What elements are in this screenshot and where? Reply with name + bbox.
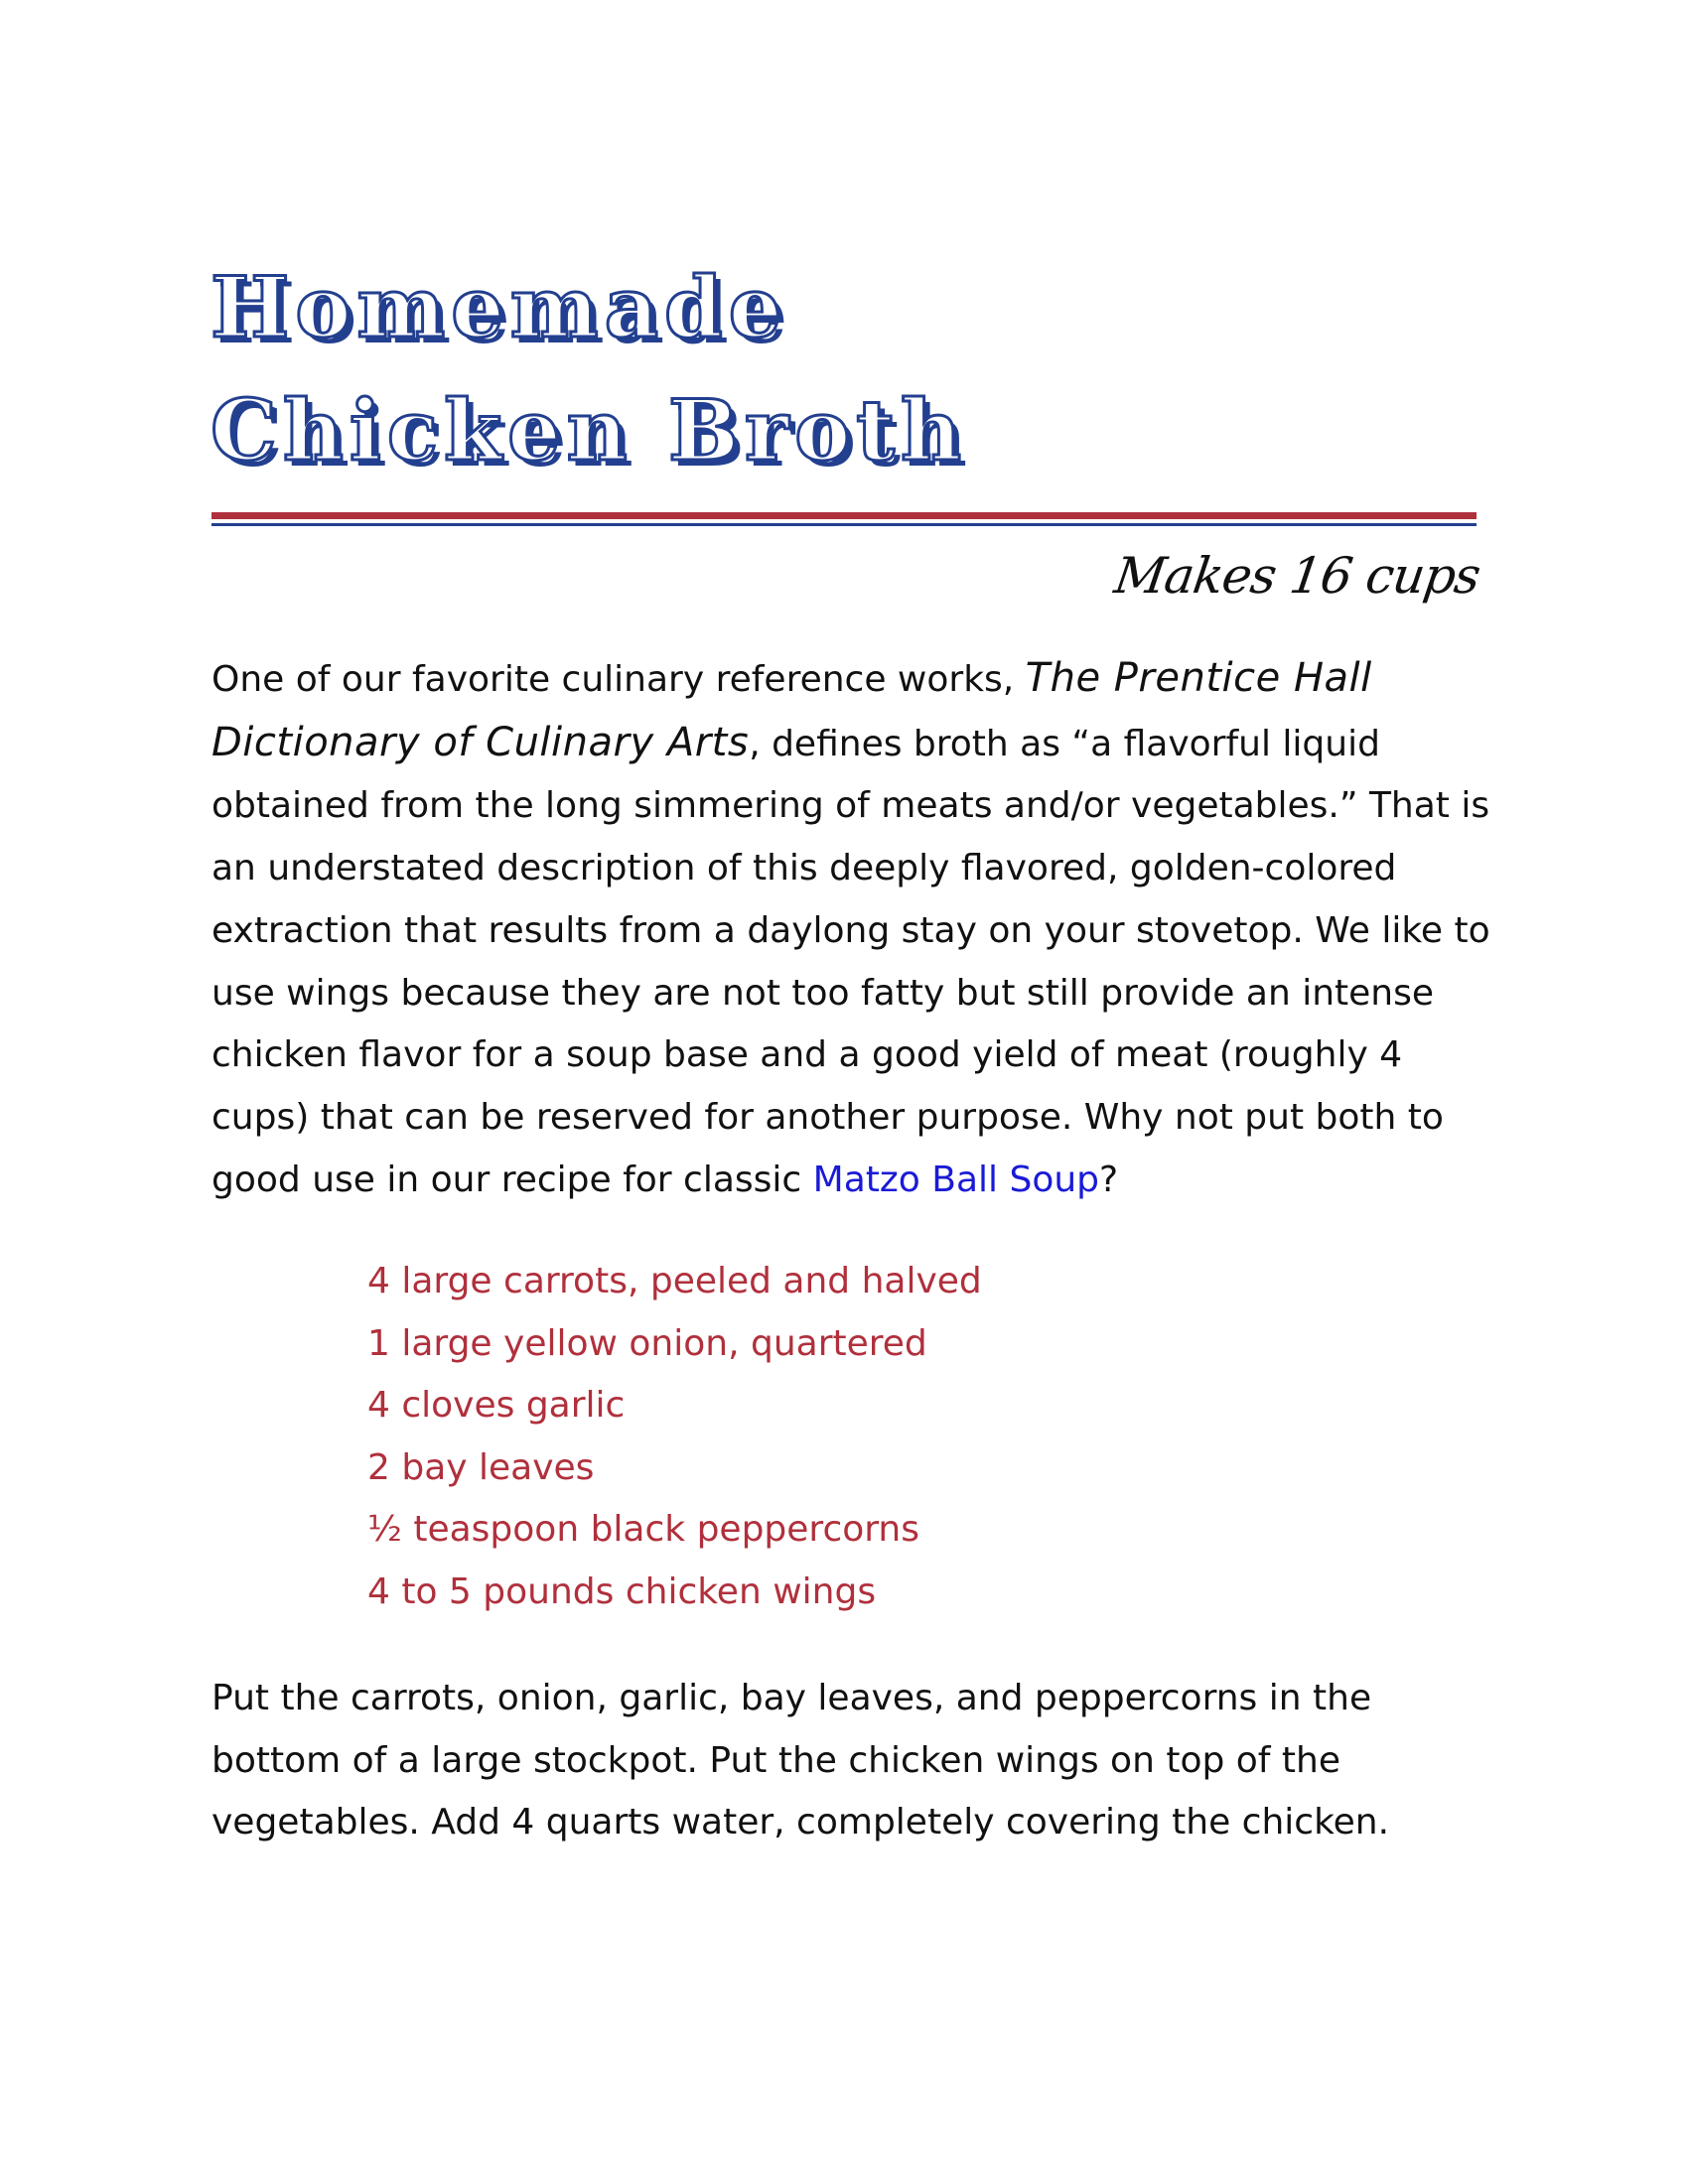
ingredient-item: 4 cloves garlic bbox=[367, 1385, 626, 1426]
intro-text-middle: , defines broth as “a flavorful liquid obtained from the long simmering of meats and/or vegetables.” That is an understated description of this deeply flavored, golden-colored extraction that results from a daylong stay on your stovetop. We like to use wings because they are not too fatty but still provide an intense chicken flavor for a soup base and a good yield of meat (roughly 4 cups) that can be reserved for another purpose. Why not put both to good use in our recipe for classic bbox=[211, 723, 1490, 1200]
title-divider-red bbox=[211, 512, 1477, 519]
book-title: The Prentice Hall Dictionary of Culinary Arts bbox=[211, 655, 1372, 765]
intro-text-end: ? bbox=[1099, 1159, 1119, 1200]
matzo-ball-soup-link[interactable]: Matzo Ball Soup bbox=[812, 1159, 1100, 1200]
intro-text-start: One of our favorite culinary reference works, bbox=[211, 659, 1026, 700]
ingredient-item: 4 to 5 pounds chicken wings bbox=[367, 1570, 877, 1612]
recipe-title bbox=[211, 246, 1501, 492]
ingredients-list bbox=[367, 1251, 982, 1623]
ingredient-item: 1 large yellow onion, quartered bbox=[367, 1322, 927, 1364]
title-divider-blue bbox=[211, 523, 1477, 526]
ingredient-item: ½ teaspoon black peppercorns bbox=[367, 1509, 919, 1550]
intro-paragraph bbox=[211, 647, 1492, 1211]
ingredient-item: 2 bay leaves bbox=[367, 1446, 595, 1488]
recipe-yield: Makes 16 cups bbox=[1111, 547, 1484, 605]
method-paragraph: Put the carrots, onion, garlic, bay leaves, and peppercorns in the bottom of a large stockpot. Put the chicken wings on top of the vegetables. Add 4 quarts water, completely covering the chicken. bbox=[211, 1678, 1390, 1843]
recipe-title-line-1: Homemade bbox=[211, 258, 788, 356]
recipe-title-line-2: Chicken Broth bbox=[211, 381, 968, 479]
ingredient-item: 4 large carrots, peeled and halved bbox=[367, 1261, 982, 1301]
